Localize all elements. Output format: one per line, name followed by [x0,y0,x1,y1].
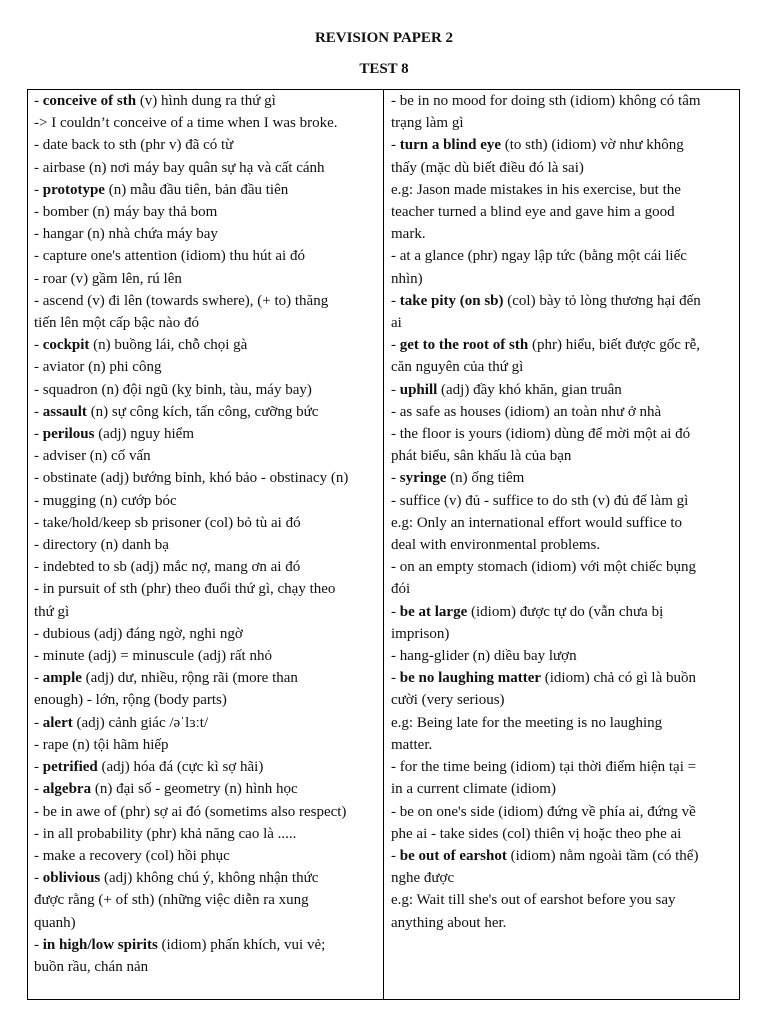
vocab-text: nhìn) [391,270,423,287]
vocab-text: - dubious (adj) đáng ngờ, nghi ngờ [34,625,243,642]
vocab-text: - be in no mood for doing sth (idiom) không có tâm [391,93,701,109]
vocab-text: imprison) [391,625,450,642]
vocab-line [391,356,734,378]
vocab-text: - [34,181,43,198]
vocab-line [34,268,379,290]
vocab-text: - ascend (v) đi lên (towards swhere), (+ to) thăng [34,292,329,309]
vocab-text: - at a glance (phr) ngay lập tức (bằng một cái liếc [391,248,687,265]
vocab-line [391,534,734,556]
vocab-text: - for the time being (idiom) tại thời điểm hiện tại = [391,759,697,776]
vocab-text: nghe được [391,870,455,887]
vocab-text: - [34,670,43,687]
vocab-line [391,556,734,578]
vocab-text: - aviator (n) phi công [34,359,162,376]
vocab-term: uphill [399,381,438,398]
vocab-text: - adviser (n) cố vấn [34,448,151,465]
left-column [34,90,379,978]
vocab-text: anything about her. [391,914,507,931]
vocab-text: - [34,93,43,109]
test-heading: TEST 8 [359,61,409,77]
vocab-line [391,467,734,489]
vocab-line [391,667,734,689]
vocab-text: (n) sự công kích, tấn công, cưỡng bức [86,403,319,420]
vocab-text: - [391,381,400,398]
vocab-text: - [34,936,43,953]
vocab-text: phe ai - take sides (col) thiên vị hoặc theo phe ai [391,825,682,842]
vocab-line [391,201,734,223]
vocab-text: - capture one's attention (idiom) thu hút ai đó [34,248,305,265]
vocab-term: cockpit [42,337,90,354]
vocab-text: e.g: Being late for the meeting is no laughing [391,714,663,731]
vocab-line [391,734,734,756]
vocab-line [34,423,379,445]
vocab-line [391,490,734,512]
vocab-text: - in pursuit of sth (phr) theo đuổi thứ gì, chạy theo [34,581,336,598]
vocab-text: - be on one's side (idiom) đứng về phía ai, đứng về [391,803,696,820]
vocab-line [34,601,379,623]
vocab-line [391,867,734,889]
vocab-text: - on an empty stomach (idiom) với một chiếc bụng [391,559,696,576]
vocab-text: - [391,470,400,487]
vocab-line [391,379,734,401]
vocab-text: e.g: Only an international effort would suffice to [391,514,683,531]
vocab-line [34,912,379,934]
vocab-line [391,623,734,645]
vocab-term: turn a blind eye [399,137,502,154]
vocab-line [391,778,734,800]
vocab-text: (adj) hóa đá (cực kì sợ hãi) [97,759,264,776]
vocab-line [391,889,734,911]
vocab-line [34,401,379,423]
vocab-term: perilous [42,426,95,443]
right-column [391,90,734,934]
vocab-line [34,179,379,201]
page-title: REVISION PAPER 2 [314,30,454,46]
vocab-text: (n) ống tiêm [446,470,525,487]
vocab-line [391,823,734,845]
vocab-line [391,512,734,534]
vocab-text: - [34,714,43,731]
vocab-text: (adj) cảnh giác /əˈlɜːt/ [72,714,209,731]
vocab-text: - [391,137,400,154]
vocab-line [34,801,379,823]
vocab-text: cười (very serious) [391,692,505,709]
vocab-text: thấy (mặc dù biết điều đó là sai) [391,159,584,176]
vocab-line [391,912,734,934]
vocab-text: ai [391,315,402,332]
vocab-line [391,645,734,667]
vocab-text: (v) hình dung ra thứ gì [136,93,276,109]
vocab-text: -> I couldn’t conceive of a time when I was broke. [34,115,338,132]
vocab-term: syringe [399,470,447,487]
vocab-text: được rằng (+ of sth) (những việc diễn ra xung [34,892,309,909]
vocab-text: e.g: Jason made mistakes in his exercise, but the [391,181,681,198]
vocab-text: (phr) hiểu, biết được gốc rễ, [528,337,701,354]
vocab-line [34,845,379,867]
vocab-text: - [34,759,43,776]
vocab-line [391,423,734,445]
vocab-text: (n) đại số - geometry (n) hình học [91,781,298,798]
vocab-term: alert [42,714,73,731]
vocab-line [34,756,379,778]
vocab-text: - minute (adj) = minuscule (adj) rất nhỏ [34,648,272,665]
vocab-text: - make a recovery (col) hồi phục [34,847,230,864]
vocab-line [391,134,734,156]
vocab-line [34,534,379,556]
vocab-line [391,334,734,356]
vocab-text: - [34,781,43,798]
vocab-line [34,134,379,156]
vocab-line [34,956,379,978]
vocab-line [34,445,379,467]
vocab-line [34,778,379,800]
vocab-text: in a current climate (idiom) [391,781,556,798]
vocab-line [391,157,734,179]
vocab-text: - roar (v) gầm lên, rú lên [34,270,182,287]
vocab-line [391,689,734,711]
vocab-text: buồn rầu, chán nản [34,958,149,975]
vocab-text: - take/hold/keep sb prisoner (col) bỏ tù ai đó [34,514,301,531]
vocab-line [391,845,734,867]
vocab-text: - the floor is yours (idiom) dùng để mời một ai đó [391,426,691,443]
vocab-line [391,756,734,778]
vocab-line [34,512,379,534]
vocab-line [34,578,379,600]
vocab-line [34,867,379,889]
vocab-line [34,667,379,689]
vocab-term: algebra [42,781,92,798]
vocab-term: take pity (on sb) [399,292,504,309]
vocab-term: assault [42,403,87,420]
vocab-text: (idiom) được tự do (vẫn chưa bị [467,603,664,620]
vocab-line [391,578,734,600]
vocab-line [391,445,734,467]
vocab-term: in high/low spirits [42,936,158,953]
vocab-line [391,245,734,267]
vocab-line [34,734,379,756]
vocab-line [34,689,379,711]
vocab-text: (adj) nguy hiểm [94,426,194,443]
vocab-line [34,112,379,134]
vocab-text: - directory (n) danh bạ [34,537,169,554]
vocab-text: - [391,603,400,620]
vocab-line [34,889,379,911]
vocab-term: get to the root of sth [399,337,529,354]
vocab-line [391,712,734,734]
vocab-text: (idiom) nằm ngoài tầm (có thể) [506,847,699,864]
vocab-term: be out of earshot [399,847,507,864]
vocab-text: e.g: Wait till she's out of earshot before you say [391,892,676,909]
vocab-text: - hangar (n) nhà chứa máy bay [34,226,218,243]
vocab-line [391,223,734,245]
vocab-text: (n) mẫu đầu tiên, bản đầu tiên [104,181,289,198]
vocab-text: - [391,337,400,354]
vocab-line [34,467,379,489]
vocab-text: - [34,403,43,420]
vocab-text: - airbase (n) nơi máy bay quân sự hạ và cất cánh [34,159,325,176]
vocab-text: matter. [391,736,433,753]
vocab-text: teacher turned a blind eye and gave him a good [391,204,675,221]
vocab-line [391,401,734,423]
vocab-text: - in all probability (phr) khả năng cao là ..... [34,825,297,842]
vocab-line [34,356,379,378]
vocab-text: thứ gì [34,603,70,620]
vocab-text: - [391,847,400,864]
vocab-line [34,245,379,267]
vocab-term: ample [42,670,82,687]
vocab-line [34,157,379,179]
vocab-text: - [34,426,43,443]
vocab-text: đói [391,581,411,598]
vocab-line [34,312,379,334]
vocab-text: - date back to sth (phr v) đã có từ [34,137,234,154]
vocab-term: be at large [399,603,468,620]
vocab-text: (adj) không chú ý, không nhận thức [100,870,319,887]
vocab-text: (to sth) (idiom) vờ như không [501,137,684,154]
vocab-text: - suffice (v) đủ - suffice to do sth (v) đủ để làm gì [391,492,689,509]
vocab-text: căn nguyên của thứ gì [391,359,524,376]
vocab-text: - be in awe of (phr) sợ ai đó (sometims also respect) [34,803,347,820]
vocab-term: oblivious [42,870,101,887]
vocab-text: - obstinate (adj) bướng bỉnh, khó bảo - obstinacy (n) [34,470,349,487]
vocab-line [34,823,379,845]
vocab-text: - mugging (n) cướp bóc [34,492,177,509]
vocab-line [34,90,379,112]
vocab-term: petrified [42,759,98,776]
vocab-line [391,601,734,623]
vocab-text: (col) bày tỏ lòng thương hại đến [503,292,701,309]
vocab-line [391,112,734,134]
vocab-text: - rape (n) tội hãm hiếp [34,736,169,753]
vocab-text: (idiom) chả có gì là buồn [541,670,696,687]
vocab-line [34,201,379,223]
vocab-text: deal with environmental problems. [391,537,601,554]
vocab-text: - [34,870,43,887]
vocab-line [391,801,734,823]
vocab-line [34,556,379,578]
vocab-text: phát biểu, sân khấu là của bạn [391,448,572,465]
vocab-term: be no laughing matter [399,670,542,687]
vocab-text: (n) buồng lái, chỗ chọi gà [89,337,248,354]
vocab-line [34,490,379,512]
vocab-text: quanh) [34,914,76,931]
vocab-text: (idiom) phấn khích, vui vẻ; [157,936,326,953]
vocab-line [34,290,379,312]
vocab-line [34,712,379,734]
vocab-text: trạng làm gì [391,115,464,132]
vocab-text: - hang-glider (n) diều bay lượn [391,648,577,665]
vocab-line [391,290,734,312]
vocab-line [391,90,734,112]
vocab-text: - squadron (n) đội ngũ (kỵ binh, tàu, máy bay) [34,381,312,398]
vocab-text: tiến lên một cấp bậc nào đó [34,315,199,332]
vocab-text: - as safe as houses (idiom) an toàn như ở nhà [391,403,662,420]
vocab-line [391,268,734,290]
vocab-line [34,223,379,245]
vocab-text: - bomber (n) máy bay thả bom [34,204,218,221]
vocab-term: conceive of sth [42,93,137,109]
vocab-text: (adj) đầy khó khăn, gian truân [437,381,622,398]
vocab-line [34,934,379,956]
vocab-line [34,623,379,645]
vocab-text: mark. [391,226,426,243]
vocab-text: enough) - lớn, rộng (body parts) [34,692,227,709]
column-divider [383,89,384,1000]
vocab-text: - [391,670,400,687]
vocab-line [391,179,734,201]
vocab-line [34,334,379,356]
vocab-line [391,312,734,334]
vocab-line [34,645,379,667]
vocab-text: - indebted to sb (adj) mắc nợ, mang ơn ai đó [34,559,301,576]
vocab-text: - [34,337,43,354]
vocab-text: - [391,292,400,309]
vocab-text: (adj) dư, nhiều, rộng rãi (more than [81,670,298,687]
vocab-line [34,379,379,401]
vocab-term: prototype [42,181,105,198]
